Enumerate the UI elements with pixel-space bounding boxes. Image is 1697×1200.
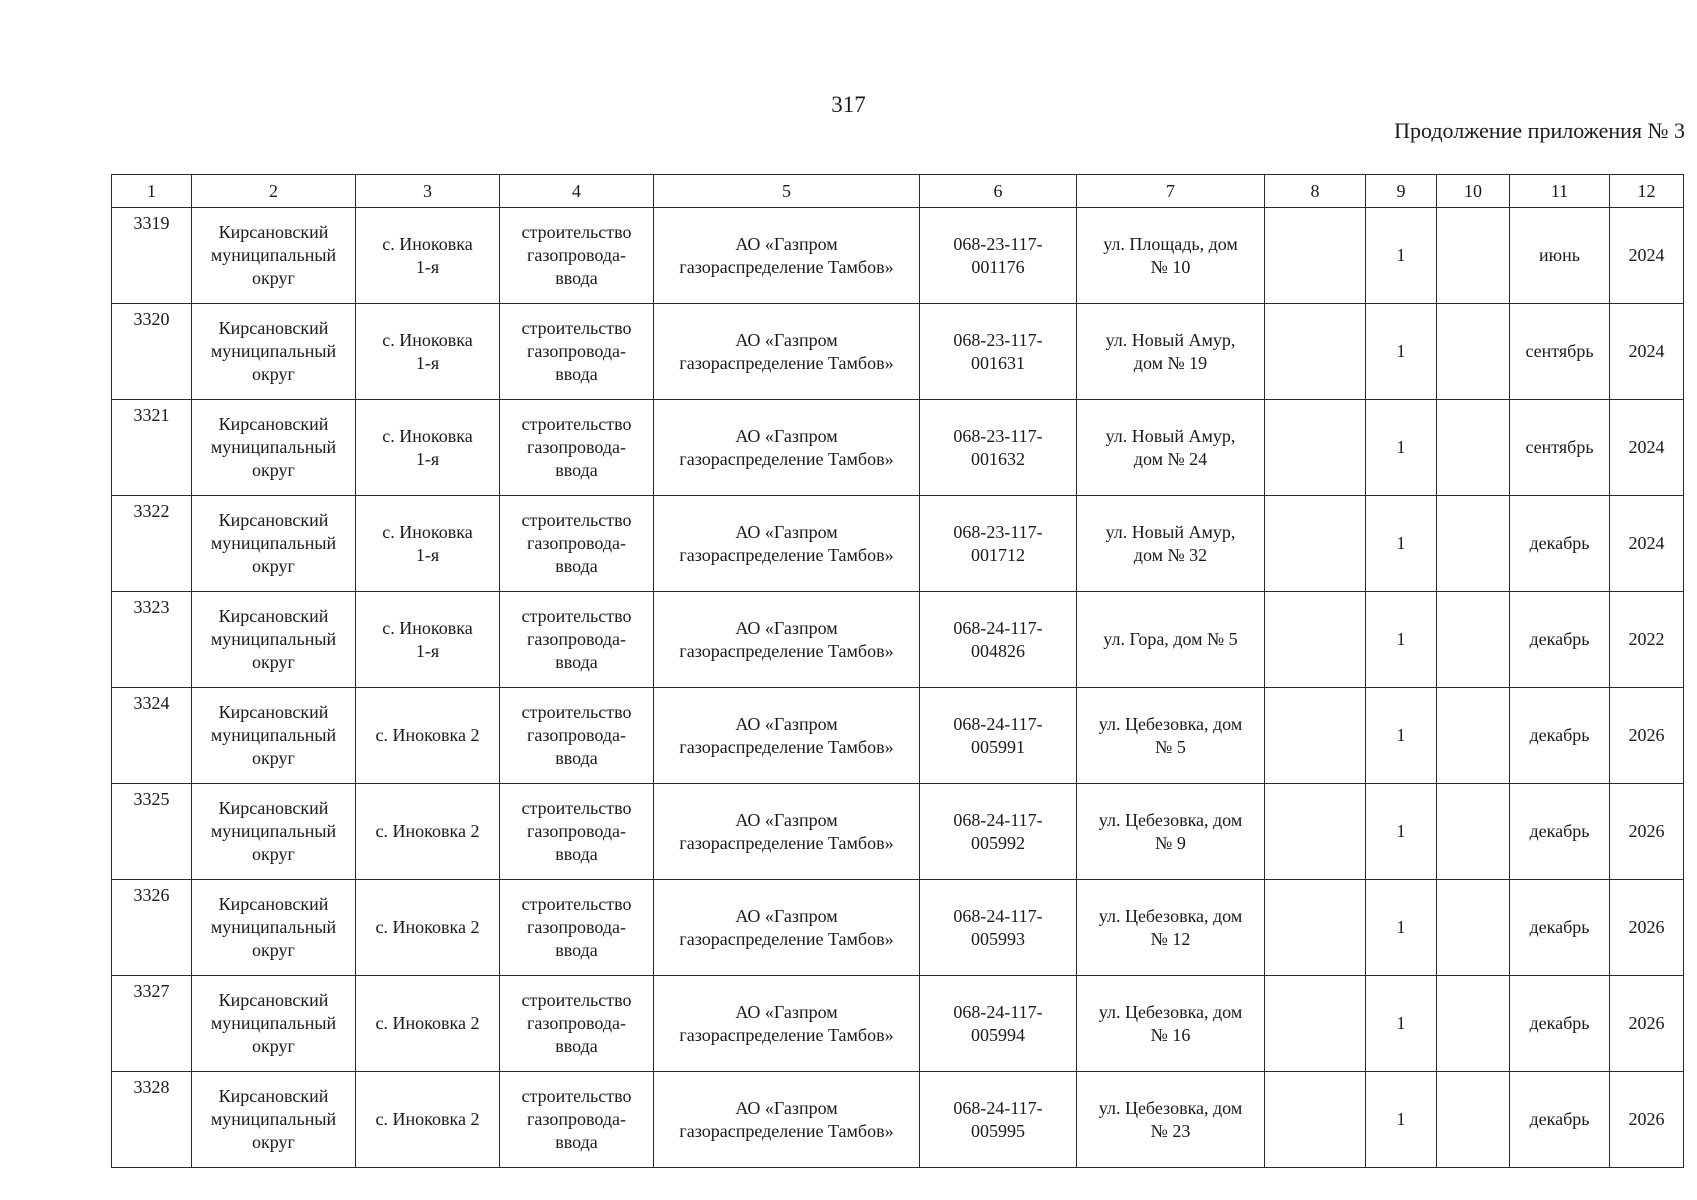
cell-text: 3319 — [133, 213, 170, 233]
organization-cell — [654, 400, 920, 496]
cell-text: Кирсановский муниципальный округ — [210, 1086, 337, 1152]
cell-text: с. Иноковка 1-я — [382, 617, 473, 661]
header-cell: 6 — [920, 175, 1077, 208]
work-type-cell — [500, 976, 654, 1072]
district-cell — [192, 304, 356, 400]
organization-cell — [654, 304, 920, 400]
settlement-cell — [356, 496, 500, 592]
object-code-cell — [920, 1072, 1077, 1168]
object-code-cell — [920, 976, 1077, 1072]
organization-cell — [654, 496, 920, 592]
district-cell — [192, 976, 356, 1072]
column-8-cell — [1265, 400, 1366, 496]
cell-text: 2024 — [1628, 245, 1665, 265]
header-cell: 2 — [192, 175, 356, 208]
district-cell — [192, 688, 356, 784]
cell-text: Кирсановский муниципальный округ — [210, 222, 337, 288]
quantity-cell — [1366, 976, 1437, 1072]
cell-text: с. Иноковка 1-я — [382, 233, 473, 277]
row-number-cell — [112, 1072, 192, 1168]
column-10-cell — [1437, 496, 1510, 592]
cell-text: с. Иноковка 2 — [375, 1013, 480, 1033]
table-row — [112, 1072, 1684, 1168]
cell-text: АО «Газпром газораспределение Тамбов» — [679, 425, 894, 469]
table-row — [112, 304, 1684, 400]
quantity-cell — [1366, 496, 1437, 592]
cell-text: 2024 — [1628, 341, 1665, 361]
cell-text: строительство газопровода- ввода — [521, 894, 632, 960]
month-cell — [1510, 208, 1610, 304]
header-cell: 1 — [112, 175, 192, 208]
quantity-cell — [1366, 880, 1437, 976]
quantity-cell — [1366, 400, 1437, 496]
cell-text: 2026 — [1628, 821, 1665, 841]
organization-cell — [654, 208, 920, 304]
cell-text: строительство газопровода- ввода — [521, 606, 632, 672]
column-8-cell — [1265, 208, 1366, 304]
row-number-cell — [112, 496, 192, 592]
settlement-cell — [356, 1072, 500, 1168]
header-cell: 5 — [654, 175, 920, 208]
address-cell — [1077, 784, 1265, 880]
header-cell: 9 — [1366, 175, 1437, 208]
year-cell — [1610, 592, 1684, 688]
cell-text: июнь — [1539, 245, 1580, 265]
column-10-cell — [1437, 1072, 1510, 1168]
month-cell — [1510, 688, 1610, 784]
cell-text: сентябрь — [1525, 437, 1594, 457]
cell-text: ул. Цебезовка, дом № 5 — [1098, 713, 1243, 757]
object-code-cell — [920, 784, 1077, 880]
object-code-cell — [920, 400, 1077, 496]
work-type-cell — [500, 1072, 654, 1168]
header-cell: 7 — [1077, 175, 1265, 208]
cell-text: ул. Новый Амур, дом № 32 — [1105, 521, 1236, 565]
cell-text: АО «Газпром газораспределение Тамбов» — [679, 329, 894, 373]
column-10-cell — [1437, 208, 1510, 304]
cell-text: 2026 — [1628, 1013, 1665, 1033]
cell-text: сентябрь — [1525, 341, 1594, 361]
address-cell — [1077, 304, 1265, 400]
cell-text: с. Иноковка 2 — [375, 1109, 480, 1129]
object-code-cell — [920, 880, 1077, 976]
organization-cell — [654, 784, 920, 880]
cell-text: с. Иноковка 1-я — [382, 521, 473, 565]
address-cell — [1077, 496, 1265, 592]
month-cell — [1510, 400, 1610, 496]
organization-cell — [654, 688, 920, 784]
cell-text: 2024 — [1628, 437, 1665, 457]
cell-text: АО «Газпром газораспределение Тамбов» — [679, 233, 894, 277]
row-number-cell — [112, 976, 192, 1072]
cell-text: 3326 — [133, 885, 170, 905]
cell-text: ул. Гора, дом № 5 — [1103, 629, 1238, 649]
cell-text: 2022 — [1628, 629, 1665, 649]
cell-text: 068-24-117- 005995 — [953, 1097, 1043, 1141]
cell-text: 1 — [1396, 245, 1406, 265]
row-number-cell — [112, 784, 192, 880]
column-8-cell — [1265, 496, 1366, 592]
row-number-cell — [112, 400, 192, 496]
cell-text: 068-23-117- 001712 — [953, 521, 1043, 565]
cell-text: 068-24-117- 005992 — [953, 809, 1043, 853]
cell-text: Кирсановский муниципальный округ — [210, 414, 337, 480]
cell-text: 2026 — [1628, 725, 1665, 745]
row-number-cell — [112, 304, 192, 400]
year-cell — [1610, 880, 1684, 976]
cell-text: декабрь — [1529, 821, 1590, 841]
quantity-cell — [1366, 688, 1437, 784]
cell-text: с. Иноковка 2 — [375, 821, 480, 841]
header-cell: 12 — [1610, 175, 1684, 208]
cell-text: Кирсановский муниципальный округ — [210, 894, 337, 960]
cell-text: 068-23-117- 001632 — [953, 425, 1043, 469]
address-cell — [1077, 688, 1265, 784]
table-row — [112, 688, 1684, 784]
cell-text: декабрь — [1529, 917, 1590, 937]
cell-text: 1 — [1396, 1109, 1406, 1129]
cell-text: ул. Новый Амур, дом № 19 — [1105, 329, 1236, 373]
cell-text: 1 — [1396, 1013, 1406, 1033]
header-cell: 11 — [1510, 175, 1610, 208]
district-cell — [192, 400, 356, 496]
year-cell — [1610, 304, 1684, 400]
column-10-cell — [1437, 880, 1510, 976]
cell-text: АО «Газпром газораспределение Тамбов» — [679, 1001, 894, 1045]
work-type-cell — [500, 208, 654, 304]
address-cell — [1077, 208, 1265, 304]
cell-text: ул. Цебезовка, дом № 9 — [1098, 809, 1243, 853]
cell-text: Кирсановский муниципальный округ — [210, 510, 337, 576]
cell-text: АО «Газпром газораспределение Тамбов» — [679, 521, 894, 565]
column-10-cell — [1437, 592, 1510, 688]
column-10-cell — [1437, 688, 1510, 784]
cell-text: строительство газопровода- ввода — [521, 702, 632, 768]
table-row — [112, 208, 1684, 304]
cell-text: декабрь — [1529, 533, 1590, 553]
work-type-cell — [500, 400, 654, 496]
year-cell — [1610, 400, 1684, 496]
cell-text: АО «Газпром газораспределение Тамбов» — [679, 905, 894, 949]
cell-text: ул. Цебезовка, дом № 16 — [1098, 1001, 1243, 1045]
column-10-cell — [1437, 304, 1510, 400]
cell-text: АО «Газпром газораспределение Тамбов» — [679, 713, 894, 757]
settlement-cell — [356, 400, 500, 496]
year-cell — [1610, 976, 1684, 1072]
table-row — [112, 784, 1684, 880]
cell-text: 2024 — [1628, 533, 1665, 553]
cell-text: Кирсановский муниципальный округ — [210, 606, 337, 672]
cell-text: декабрь — [1529, 629, 1590, 649]
cell-text: строительство газопровода- ввода — [521, 510, 632, 576]
month-cell — [1510, 496, 1610, 592]
cell-text: 068-24-117- 005991 — [953, 713, 1043, 757]
object-code-cell — [920, 208, 1077, 304]
header-cell: 3 — [356, 175, 500, 208]
quantity-cell — [1366, 784, 1437, 880]
year-cell — [1610, 208, 1684, 304]
object-code-cell — [920, 592, 1077, 688]
column-10-cell — [1437, 400, 1510, 496]
cell-text: ул. Новый Амур, дом № 24 — [1105, 425, 1236, 469]
settlement-cell — [356, 592, 500, 688]
address-cell — [1077, 592, 1265, 688]
month-cell — [1510, 976, 1610, 1072]
year-cell — [1610, 784, 1684, 880]
month-cell — [1510, 880, 1610, 976]
cell-text: строительство газопровода- ввода — [521, 414, 632, 480]
district-cell — [192, 784, 356, 880]
cell-text: 2026 — [1628, 917, 1665, 937]
table-row — [112, 880, 1684, 976]
cell-text: 1 — [1396, 917, 1406, 937]
gasification-table — [111, 174, 1684, 1168]
month-cell — [1510, 1072, 1610, 1168]
cell-text: 3325 — [133, 789, 170, 809]
settlement-cell — [356, 976, 500, 1072]
column-8-cell — [1265, 592, 1366, 688]
organization-cell — [654, 976, 920, 1072]
settlement-cell — [356, 304, 500, 400]
header-cell: 10 — [1437, 175, 1510, 208]
address-cell — [1077, 1072, 1265, 1168]
address-cell — [1077, 880, 1265, 976]
cell-text: Кирсановский муниципальный округ — [210, 798, 337, 864]
district-cell — [192, 1072, 356, 1168]
cell-text: 3320 — [133, 309, 170, 329]
cell-text: 1 — [1396, 533, 1406, 553]
header-cell: 4 — [500, 175, 654, 208]
work-type-cell — [500, 688, 654, 784]
year-cell — [1610, 496, 1684, 592]
column-8-cell — [1265, 784, 1366, 880]
table-row — [112, 976, 1684, 1072]
cell-text: Кирсановский муниципальный округ — [210, 702, 337, 768]
cell-text: 068-24-117- 005993 — [953, 905, 1043, 949]
object-code-cell — [920, 496, 1077, 592]
organization-cell — [654, 592, 920, 688]
cell-text: строительство газопровода- ввода — [521, 1086, 632, 1152]
header-row — [112, 175, 1684, 208]
cell-text: строительство газопровода- ввода — [521, 222, 632, 288]
cell-text: 1 — [1396, 341, 1406, 361]
settlement-cell — [356, 208, 500, 304]
cell-text: с. Иноковка 1-я — [382, 425, 473, 469]
cell-text: 068-24-117- 005994 — [953, 1001, 1043, 1045]
cell-text: 068-23-117- 001631 — [953, 329, 1043, 373]
month-cell — [1510, 304, 1610, 400]
year-cell — [1610, 688, 1684, 784]
cell-text: Кирсановский муниципальный округ — [210, 318, 337, 384]
cell-text: ул. Цебезовка, дом № 12 — [1098, 905, 1243, 949]
cell-text: АО «Газпром газораспределение Тамбов» — [679, 1097, 894, 1141]
cell-text: 3327 — [133, 981, 170, 1001]
work-type-cell — [500, 304, 654, 400]
row-number-cell — [112, 880, 192, 976]
district-cell — [192, 208, 356, 304]
cell-text: декабрь — [1529, 725, 1590, 745]
work-type-cell — [500, 880, 654, 976]
year-cell — [1610, 1072, 1684, 1168]
month-cell — [1510, 592, 1610, 688]
cell-text: 1 — [1396, 437, 1406, 457]
organization-cell — [654, 1072, 920, 1168]
cell-text: 1 — [1396, 821, 1406, 841]
district-cell — [192, 880, 356, 976]
cell-text: с. Иноковка 2 — [375, 917, 480, 937]
table-row — [112, 496, 1684, 592]
row-number-cell — [112, 688, 192, 784]
cell-text: 3321 — [133, 405, 170, 425]
column-10-cell — [1437, 976, 1510, 1072]
column-8-cell — [1265, 880, 1366, 976]
cell-text: 3323 — [133, 597, 170, 617]
column-8-cell — [1265, 688, 1366, 784]
cell-text: с. Иноковка 1-я — [382, 329, 473, 373]
quantity-cell — [1366, 1072, 1437, 1168]
cell-text: 068-24-117- 004826 — [953, 617, 1043, 661]
cell-text: строительство газопровода- ввода — [521, 318, 632, 384]
table-row — [112, 592, 1684, 688]
work-type-cell — [500, 784, 654, 880]
work-type-cell — [500, 496, 654, 592]
cell-text: 068-23-117- 001176 — [953, 233, 1043, 277]
quantity-cell — [1366, 592, 1437, 688]
cell-text: Кирсановский муниципальный округ — [210, 990, 337, 1056]
settlement-cell — [356, 880, 500, 976]
cell-text: с. Иноковка 2 — [375, 725, 480, 745]
district-cell — [192, 496, 356, 592]
district-cell — [192, 592, 356, 688]
page-number: 317 — [831, 92, 866, 117]
object-code-cell — [920, 688, 1077, 784]
cell-text: строительство газопровода- ввода — [521, 990, 632, 1056]
column-8-cell — [1265, 304, 1366, 400]
cell-text: 3324 — [133, 693, 170, 713]
cell-text: 3328 — [133, 1077, 170, 1097]
cell-text: 1 — [1396, 629, 1406, 649]
column-8-cell — [1265, 1072, 1366, 1168]
quantity-cell — [1366, 304, 1437, 400]
cell-text: 3322 — [133, 501, 170, 521]
cell-text: 2026 — [1628, 1109, 1665, 1129]
quantity-cell — [1366, 208, 1437, 304]
column-10-cell — [1437, 784, 1510, 880]
cell-text: АО «Газпром газораспределение Тамбов» — [679, 617, 894, 661]
cell-text: декабрь — [1529, 1109, 1590, 1129]
address-cell — [1077, 400, 1265, 496]
work-type-cell — [500, 592, 654, 688]
header-cell: 8 — [1265, 175, 1366, 208]
row-number-cell — [112, 208, 192, 304]
cell-text: ул. Цебезовка, дом № 23 — [1098, 1097, 1243, 1141]
table-row — [112, 400, 1684, 496]
month-cell — [1510, 784, 1610, 880]
appendix-note: Продолжение приложения № 3 — [1394, 118, 1685, 143]
address-cell — [1077, 976, 1265, 1072]
cell-text: декабрь — [1529, 1013, 1590, 1033]
settlement-cell — [356, 784, 500, 880]
settlement-cell — [356, 688, 500, 784]
column-8-cell — [1265, 976, 1366, 1072]
row-number-cell — [112, 592, 192, 688]
cell-text: ул. Площадь, дом № 10 — [1103, 233, 1238, 277]
object-code-cell — [920, 304, 1077, 400]
cell-text: 1 — [1396, 725, 1406, 745]
organization-cell — [654, 880, 920, 976]
cell-text: АО «Газпром газораспределение Тамбов» — [679, 809, 894, 853]
cell-text: строительство газопровода- ввода — [521, 798, 632, 864]
